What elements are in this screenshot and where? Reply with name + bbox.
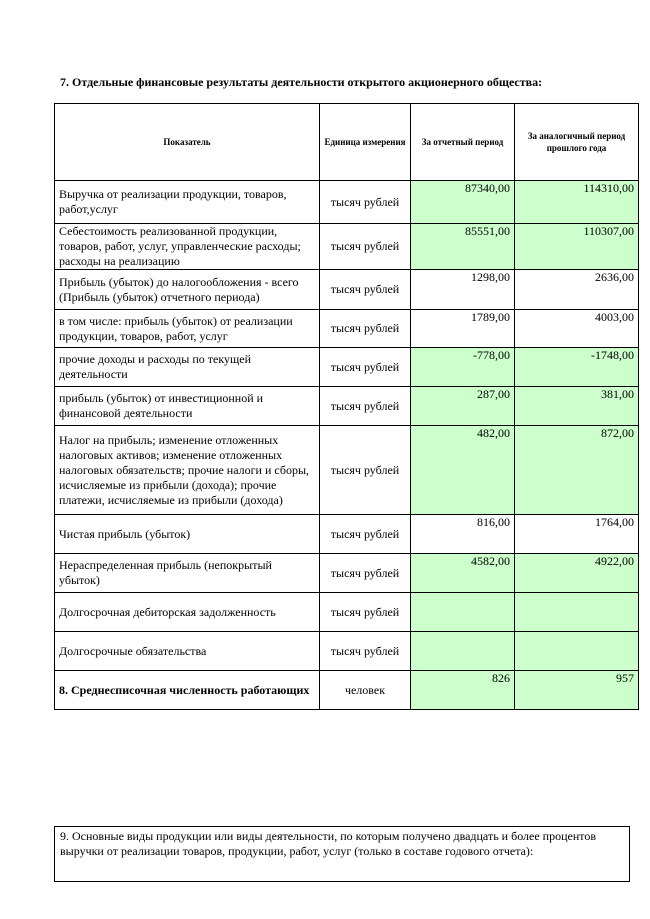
row-previous-value: 4922,00: [515, 554, 639, 593]
table-row: [55, 310, 639, 348]
row-label: Долгосрочные обязательства: [55, 632, 320, 671]
row-unit: тысяч рублей: [320, 593, 411, 632]
header-indicator: Показатель: [55, 104, 320, 181]
table-row: [55, 224, 639, 270]
row-current-value: 482,00: [411, 426, 515, 515]
row-current-value: 4582,00: [411, 554, 515, 593]
row-label: Нераспределенная прибыль (непокрытый убыток): [55, 554, 320, 593]
row-current-value: 1789,00: [411, 310, 515, 348]
row-label: прибыль (убыток) от инвестиционной и финансовой деятельности: [55, 387, 320, 426]
row-unit: тысяч рублей: [320, 387, 411, 426]
row-unit: тысяч рублей: [320, 632, 411, 671]
row-previous-value: 957: [515, 671, 639, 710]
header-current-period: За отчетный период: [411, 104, 515, 181]
row-current-value: 87340,00: [411, 181, 515, 224]
row-unit: тысяч рублей: [320, 426, 411, 515]
row-unit: тысяч рублей: [320, 515, 411, 554]
row-unit: тысяч рублей: [320, 224, 411, 270]
row-previous-value: 381,00: [515, 387, 639, 426]
row-previous-value: [515, 593, 639, 632]
row-unit: тысяч рублей: [320, 348, 411, 387]
row-label: Выручка от реализации продукции, товаров, работ,услуг: [55, 181, 320, 224]
table-row: [55, 632, 639, 671]
row-unit: тысяч рублей: [320, 270, 411, 310]
row-previous-value: [515, 632, 639, 671]
row-previous-value: -1748,00: [515, 348, 639, 387]
row-current-value: [411, 593, 515, 632]
row-current-value: 85551,00: [411, 224, 515, 270]
row-label: прочие доходы и расходы по текущей деятельности: [55, 348, 320, 387]
table-row: [55, 270, 639, 310]
table-row: [55, 515, 639, 554]
header-previous-period: За аналогичный период прошлого года: [515, 104, 639, 181]
section-9-text: 9. Основные виды продукции или виды деятельности, по которым получено двадцать и более процентов выручки от реализации товаров, продукции, работ, услуг (только в составе годового отчета):: [60, 829, 597, 858]
row-current-value: 1298,00: [411, 270, 515, 310]
row-current-value: 287,00: [411, 387, 515, 426]
table-row: [55, 387, 639, 426]
row-previous-value: 4003,00: [515, 310, 639, 348]
row-current-value: [411, 632, 515, 671]
section-7-title: 7. Отдельные финансовые результаты деятельности открытого акционерного общества:: [60, 75, 543, 89]
row-previous-value: 110307,00: [515, 224, 639, 270]
row-label: Себестоимость реализованной продукции, товаров, работ, услуг, управленческие расходы; расходы на реализацию: [55, 224, 320, 270]
row-label: Налог на прибыль; изменение отложенных налоговых активов; изменение отложенных налоговых обязательств; прочие налоги и сборы, исчисляемые из прибыли (дохода); прочие платежи, исчисляемые из прибыли (дохода): [55, 426, 320, 515]
row-unit: тысяч рублей: [320, 181, 411, 224]
row-current-value: -778,00: [411, 348, 515, 387]
table-row: [55, 671, 639, 710]
row-current-value: 826: [411, 671, 515, 710]
table-row: [55, 554, 639, 593]
section-9-box: [54, 826, 630, 882]
row-previous-value: 1764,00: [515, 515, 639, 554]
row-current-value: 816,00: [411, 515, 515, 554]
financial-results-table: [54, 103, 639, 710]
row-previous-value: 872,00: [515, 426, 639, 515]
row-label: 8. Среднесписочная численность работающих: [55, 671, 320, 710]
table-row: [55, 348, 639, 387]
row-previous-value: 2636,00: [515, 270, 639, 310]
row-unit: тысяч рублей: [320, 554, 411, 593]
table-body: [55, 181, 639, 710]
row-unit: человек: [320, 671, 411, 710]
row-label: Долгосрочная дебиторская задолженность: [55, 593, 320, 632]
table-row: [55, 593, 639, 632]
row-unit: тысяч рублей: [320, 310, 411, 348]
header-unit: Единица измерения: [320, 104, 411, 181]
row-previous-value: 114310,00: [515, 181, 639, 224]
table-row: [55, 426, 639, 515]
table-header-row: [55, 104, 639, 181]
row-label: Чистая прибыль (убыток): [55, 515, 320, 554]
row-label: Прибыль (убыток) до налогообложения - всего (Прибыль (убыток) отчетного периода): [55, 270, 320, 310]
row-label: в том числе: прибыль (убыток) от реализации продукции, товаров, работ, услуг: [55, 310, 320, 348]
table-row: [55, 181, 639, 224]
